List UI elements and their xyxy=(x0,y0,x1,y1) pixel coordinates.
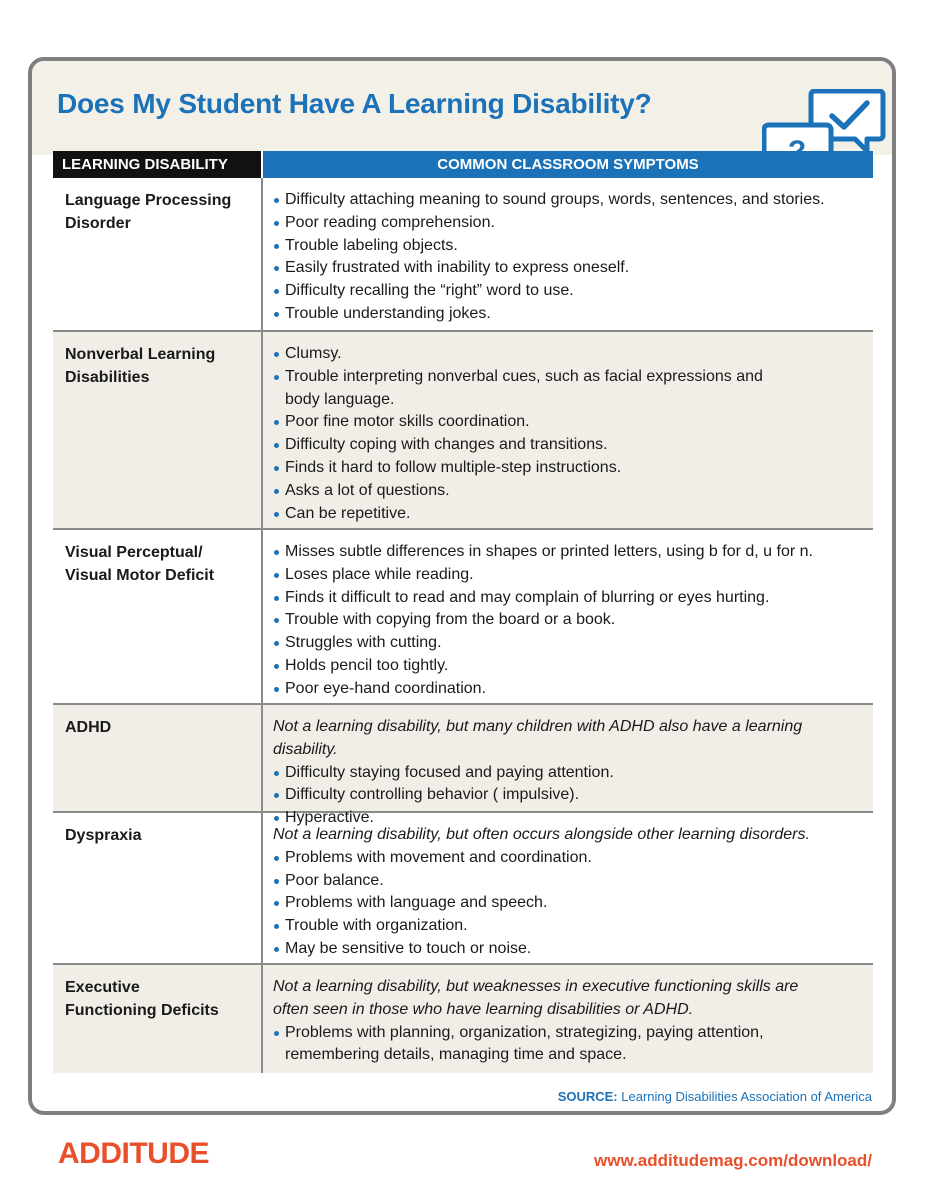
symptom-text: Loses place while reading. xyxy=(285,565,474,583)
symptom-text: Trouble with copying from the board or a book. xyxy=(285,611,616,629)
disability-name-line: ADHD xyxy=(65,719,112,736)
symptom-text: Problems with movement and coordination. xyxy=(285,848,592,866)
symptom-item xyxy=(273,762,867,785)
symptom-text: Hyperactive. xyxy=(285,809,374,827)
symptom-text: Poor fine motor skills coordination. xyxy=(285,413,530,431)
header-learning-disability: LEARNING DISABILITY xyxy=(53,151,261,178)
symptom-text: Trouble interpreting nonverbal cues, such as facial expressions and xyxy=(285,367,763,385)
disability-name-line: Functioning Deficits xyxy=(65,1002,219,1019)
symptom-item xyxy=(273,632,867,655)
disability-name-line: Visual Perceptual/ xyxy=(65,544,203,561)
disability-name xyxy=(53,705,261,811)
table-row xyxy=(53,813,873,965)
symptom-note: often seen in those who have learning disabilities or ADHD. xyxy=(273,1000,694,1018)
symptom-text: body language. xyxy=(285,390,395,408)
symptom-note: Not a learning disability, but often occurs alongside other learning disorders. xyxy=(273,826,810,843)
symptom-text: Problems with language and speech. xyxy=(285,894,548,912)
symptom-item xyxy=(273,257,867,280)
symptom-item xyxy=(273,434,867,457)
symptom-text: Difficulty recalling the “right” word to use. xyxy=(285,282,574,300)
symptom-item xyxy=(273,564,867,587)
download-url: www.additudemag.com/download/ xyxy=(594,1151,872,1170)
table-row xyxy=(53,705,873,827)
symptom-text: Difficulty coping with changes and transitions. xyxy=(285,436,608,454)
symptom-text: Difficulty attaching meaning to sound groups, words, sentences, and stories. xyxy=(285,191,825,208)
symptom-item xyxy=(273,235,867,258)
symptom-text: Problems with planning, organization, strategizing, paying attention, xyxy=(285,1023,764,1041)
disability-name-line: Disabilities xyxy=(65,369,150,386)
symptom-text: Poor reading comprehension. xyxy=(285,213,495,231)
disability-name-line: Visual Motor Deficit xyxy=(65,567,215,584)
symptom-item xyxy=(273,678,867,701)
table-row xyxy=(53,530,873,705)
symptom-text: Asks a lot of questions. xyxy=(285,481,450,499)
symptom-note: Not a learning disability, but many children with ADHD also have a learning disability. xyxy=(273,718,803,758)
table-row xyxy=(53,178,873,332)
source-label: SOURCE: xyxy=(557,1089,618,1104)
disability-name xyxy=(53,530,261,703)
symptom-text: May be sensitive to touch or noise. xyxy=(285,939,532,957)
symptom-item xyxy=(273,847,867,870)
symptom-text: Difficulty staying focused and paying attention. xyxy=(285,763,614,781)
symptoms-table xyxy=(53,151,873,1073)
symptom-item xyxy=(273,784,867,807)
symptom-item xyxy=(273,303,867,326)
symptom-item xyxy=(273,343,867,366)
source-text: Learning Disabilities Association of America xyxy=(617,1089,872,1104)
symptom-text: Holds pencil too tightly. xyxy=(285,656,449,674)
symptoms-cell xyxy=(261,705,873,827)
symptom-text: Trouble understanding jokes. xyxy=(285,304,491,322)
symptom-text: Finds it hard to follow multiple-step instructions. xyxy=(285,458,622,476)
symptom-item xyxy=(273,503,867,526)
symptom-item xyxy=(273,609,867,632)
symptom-text: Misses subtle differences in shapes or printed letters, using b for d, u for n. xyxy=(285,543,813,560)
additude-logo: ADDITUDE xyxy=(58,1137,209,1170)
symptom-item xyxy=(273,189,867,212)
symptoms-cell xyxy=(261,965,873,1073)
symptom-text: Difficulty controlling behavior ( impulsive). xyxy=(285,786,580,804)
header-common-symptoms: COMMON CLASSROOM SYMPTOMS xyxy=(261,151,873,178)
symptom-item xyxy=(273,280,867,303)
symptom-item xyxy=(273,655,867,678)
symptom-item xyxy=(273,480,867,503)
symptom-text: Trouble labeling objects. xyxy=(285,236,458,254)
table-row xyxy=(53,965,873,1073)
symptom-text: Poor eye-hand coordination. xyxy=(285,679,487,697)
symptom-item xyxy=(273,938,867,961)
table-body xyxy=(53,178,873,1073)
symptom-item xyxy=(273,587,867,610)
symptom-text: Can be repetitive. xyxy=(285,504,411,522)
symptom-text: Easily frustrated with inability to express oneself. xyxy=(285,259,630,277)
symptom-text: remembering details, managing time and space. xyxy=(285,1046,627,1064)
symptom-item xyxy=(273,366,867,412)
disability-name-line: Nonverbal Learning xyxy=(65,346,216,363)
symptoms-cell xyxy=(261,178,873,330)
symptom-item xyxy=(273,411,867,434)
symptom-note: Not a learning disability, but weaknesses in executive functioning skills are xyxy=(273,978,799,995)
symptoms-cell xyxy=(261,332,873,528)
symptom-item xyxy=(273,892,867,915)
symptom-item xyxy=(273,915,867,938)
disability-name xyxy=(53,332,261,528)
symptom-item xyxy=(273,457,867,480)
symptom-item xyxy=(273,212,867,235)
symptom-text: Clumsy. xyxy=(285,345,342,362)
table-row xyxy=(53,332,873,530)
symptom-item xyxy=(273,1022,867,1068)
symptoms-cell xyxy=(261,530,873,703)
symptom-text: Struggles with cutting. xyxy=(285,634,442,652)
table-header xyxy=(53,151,873,178)
symptom-text: Finds it difficult to read and may complain of blurring or eyes hurting. xyxy=(285,588,770,606)
symptom-item xyxy=(273,870,867,893)
symptom-text: Trouble with organization. xyxy=(285,917,468,935)
disability-name xyxy=(53,178,261,330)
disability-name-line: Disorder xyxy=(65,215,131,232)
symptom-text: Poor balance. xyxy=(285,871,384,889)
symptoms-cell xyxy=(261,813,873,963)
symptom-item xyxy=(273,541,867,564)
disability-name-line: Executive xyxy=(65,979,140,996)
page-title: Does My Student Have A Learning Disability? xyxy=(57,88,652,119)
disability-name xyxy=(53,965,261,1073)
disability-name-line: Language Processing xyxy=(65,192,232,209)
disability-name-line: Dyspraxia xyxy=(65,827,142,844)
source-credit xyxy=(558,1089,872,1104)
disability-name xyxy=(53,813,261,963)
